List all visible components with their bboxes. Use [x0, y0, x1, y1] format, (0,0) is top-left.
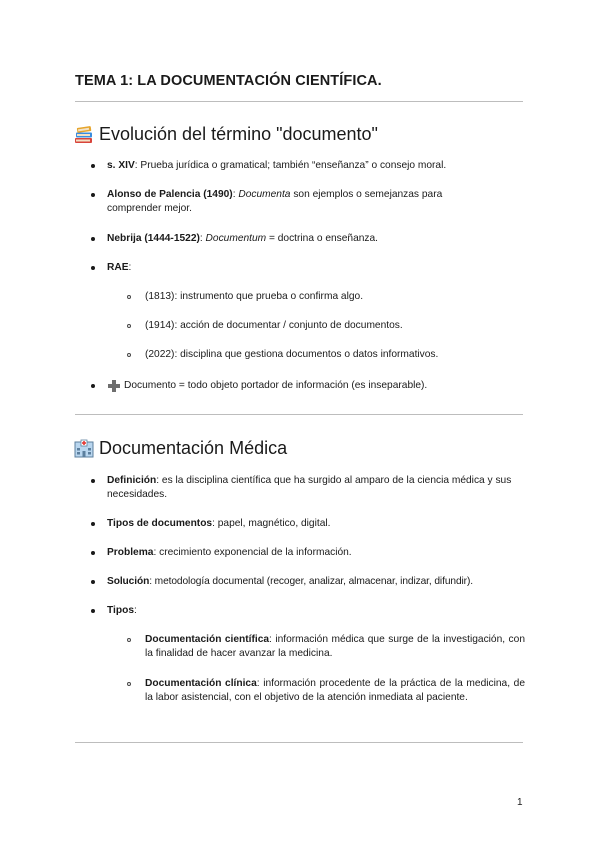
sub-list-item: (1914): acción de documentar / conjunto de documentos. [145, 320, 403, 331]
bullet [91, 522, 95, 526]
bullet [91, 164, 95, 168]
list-item: Documento = todo objeto portador de información (es inseparable). [107, 379, 427, 393]
list-item: Tipos de documentos: papel, magnético, digital. [107, 518, 331, 529]
sub-list-item: Documentación científica: información médica que surge de la investigación, con la finalidad de hacer avanzar la medicina. [145, 634, 525, 659]
plus-icon [107, 379, 121, 393]
bullet [91, 609, 95, 613]
list-item: Definición: es la disciplina científica que ha surgido al amparo de la ciencia médica y sus necesidades. [107, 475, 512, 500]
bullet [91, 551, 95, 555]
list-item: RAE: [107, 262, 132, 273]
divider [75, 742, 523, 743]
list-item: s. XIV: Prueba jurídica o gramatical; también “enseñanza” o consejo moral. [107, 160, 447, 171]
bullet [91, 266, 95, 270]
divider [75, 414, 523, 415]
section-heading-text: Documentación Médica [99, 438, 288, 458]
bullet [91, 384, 95, 388]
sub-bullet [127, 638, 131, 642]
bullet [91, 237, 95, 241]
books-icon [74, 126, 94, 144]
divider [75, 101, 523, 102]
bullet [91, 193, 95, 197]
sub-bullet [127, 324, 131, 328]
bullet [91, 580, 95, 584]
bullet [91, 479, 95, 483]
list-item: Problema: crecimiento exponencial de la información. [107, 547, 352, 558]
section-heading-medica [74, 438, 287, 459]
page-number: 1 [517, 797, 523, 808]
hospital-icon [74, 439, 94, 458]
sub-bullet [127, 353, 131, 357]
document-title: TEMA 1: LA DOCUMENTACIÓN CIENTÍFICA. [75, 73, 382, 89]
sub-bullet [127, 682, 131, 686]
sub-bullet [127, 295, 131, 299]
list-item: Nebrija (1444-1522): Documentum = doctrina o enseñanza. [107, 233, 378, 244]
sub-list-item: (2022): disciplina que gestiona documentos o datos informativos. [145, 349, 439, 360]
list-item: Alonso de Palencia (1490): Documenta son ejemplos o semejanzas para comprender mejor. [107, 189, 443, 214]
sub-list-item: Documentación clínica: información procedente de la práctica de la medicina, de la labor asistencial, con el objetivo de la atención inmediata al paciente. [145, 678, 525, 703]
list-item: Solución: metodología documental (recoger, analizar, almacenar, indizar, difundir). [107, 576, 473, 587]
list-item: Tipos: [107, 605, 137, 616]
sub-list-item: (1813): instrumento que prueba o confirma algo. [145, 291, 364, 302]
section-heading-documento [74, 124, 378, 145]
section-heading-text: Evolución del término "documento" [99, 124, 378, 144]
